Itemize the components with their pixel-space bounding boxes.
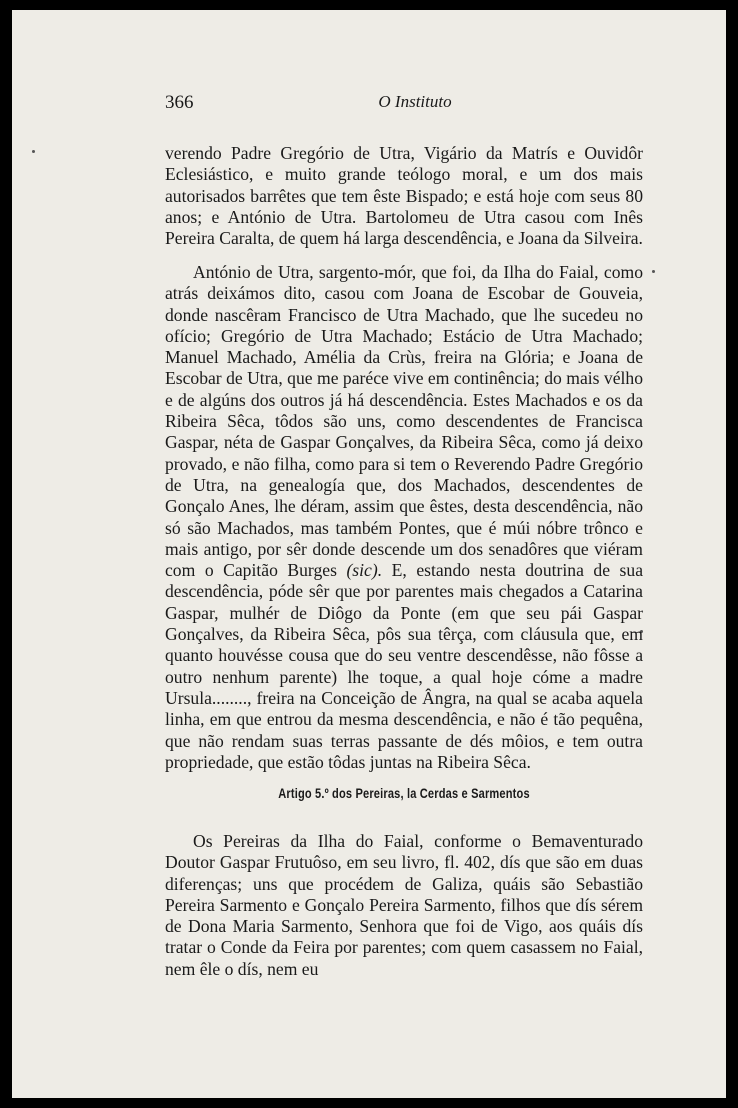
section-heading: Artigo 5.º dos Pereiras, la Cerdas e Sarmentos <box>278 786 530 801</box>
paragraph-2-part-2: E, estando nesta doutrina de sua descendência, póde sêr que por parentes mais chegados a Catarina Gaspar, mulhér de Diôgo da Ponte (em que seu pái Gaspar Gonçalves, da Ribeira Sêca, pôs sua têrça, com cláusula que, em quanto houvésse cousa que do seu ventre descendêsse, não fôsse a outro nenhum parente) lhe toque, a qual hoje cóme a madre Ursula........, freira na Conceição de Ângra, na qual se acaba aquela linha, em que entrou da mesma descendência, e não é tão pequêna, que não rendam suas terras passante de dés môios, e tem outra propriedade, que estão tôdas juntas na Ribeira Sêca. <box>165 560 644 772</box>
paragraph-1: verendo Padre Gregório de Utra, Vigário da Matrís e Ouvidôr Eclesiástico, e muito grande teólogo moral, e um dos mais autorisados barrêtes que tem êste Bispado; e está hoje com seus 80 anos; e António de Utra. Bartolomeu de Utra casou com Inês Pereira Caralta, de quem há larga descendência, e Joana da Silveira. <box>165 143 643 249</box>
sic-note: (sic). <box>346 560 383 581</box>
paragraph-2 <box>165 262 643 773</box>
page-header <box>165 92 665 120</box>
dust-speck <box>652 270 655 273</box>
paragraph-3: Os Pereiras da Ilha do Faial, conforme o Bemaventurado Doutor Gaspar Frutuôso, em seu livro, fl. 402, dís que são em duas diferenças; uns que procédem de Galiza, quáis são Sebastião Pereira Sarmento e Gonçalo Pereira Sarmento, filhos que dís sérem de Dona Maria Sarmento, Senhora que foi de Vigo, aos quáis dís tratar o Conde da Feira por parentes; com quem casassem no Faial, nem êle o dís, nem eu <box>165 831 643 979</box>
running-title: O Instituto <box>378 92 452 111</box>
scanned-page <box>12 10 726 1098</box>
page-number: 366 <box>165 92 194 113</box>
dust-speck <box>32 150 35 153</box>
paragraph-2-part-1: António de Utra, sargento-mór, que foi, da Ilha do Faial, como atrás deixámos dito, casou com Joana de Escobar de Gouveia, donde nascêram Francisco de Utra Machado, que lhe sucedeu no ofício; Gregório de Utra Machado; Estácio de Utra Machado; Manuel Machado, Amélia da Crùs, freira na Glória; e Joana de Escobar de Utra, que me paréce vive em continência; do mais vélho e de algúns dos outros já há descendência. Estes Machados e os da Ribeira Sêca, tôdos são uns, como descendentes de Francisca Gaspar, néta de Gaspar Gonçalves, da Ribeira Sêca, como já deixo provado, e não filha, como para si tem o Reverendo Padre Gregório de Utra, na genealogía que, dos Machados, descendentes de Gonçalo Anes, lhe déram, assim que êstes, desta descendência, não só são Machados, mas também Pontes, que é múi nóbre trônco e mais antigo, por sêr donde descende um dos senadôres que viéram com o Capitão Burges <box>165 262 643 581</box>
